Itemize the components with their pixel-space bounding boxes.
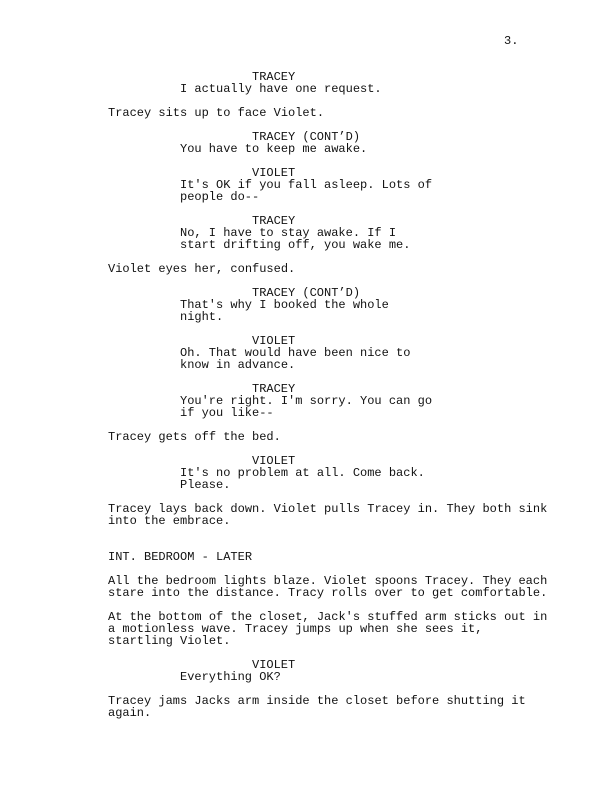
action-line: again.: [108, 706, 152, 720]
dialogue-line: Everything OK?: [180, 670, 281, 684]
action-line: Tracey gets off the bed.: [108, 430, 281, 444]
character-name: TRACEY: [252, 214, 296, 228]
character-name: TRACEY: [252, 382, 296, 396]
action-line: stare into the distance. Tracy rolls over to get comfortable.: [108, 586, 548, 600]
action-line: Tracey jams Jacks arm inside the closet before shutting it: [108, 694, 526, 708]
dialogue-line: It's no problem at all. Come back.: [180, 466, 425, 480]
page-number: 3.: [504, 34, 519, 48]
dialogue-line: know in advance.: [180, 358, 296, 372]
dialogue-line: Please.: [180, 478, 231, 492]
action-line: Violet eyes her, confused.: [108, 262, 296, 276]
character-name: TRACEY (CONT’D): [252, 286, 361, 300]
action-line: a motionless wave. Tracey jumps up when she sees it,: [108, 622, 483, 636]
dialogue-line: That's why I booked the whole: [180, 298, 389, 312]
action-line: startling Violet.: [108, 634, 231, 648]
dialogue-line: start drifting off, you wake me.: [180, 238, 411, 252]
dialogue-line: I actually have one request.: [180, 82, 382, 96]
dialogue-line: You have to keep me awake.: [180, 142, 368, 156]
character-name: TRACEY (CONT’D): [252, 130, 361, 144]
dialogue-line: people do--: [180, 190, 260, 204]
character-name: VIOLET: [252, 658, 296, 672]
character-name: VIOLET: [252, 454, 296, 468]
character-name: VIOLET: [252, 334, 296, 348]
character-name: TRACEY: [252, 70, 296, 84]
action-line: All the bedroom lights blaze. Violet spoons Tracey. They each: [108, 574, 548, 588]
action-line: Tracey lays back down. Violet pulls Tracey in. They both sink: [108, 502, 548, 516]
dialogue-line: Oh. That would have been nice to: [180, 346, 411, 360]
action-line: Tracey sits up to face Violet.: [108, 106, 325, 120]
action-line: At the bottom of the closet, Jack's stuffed arm sticks out in: [108, 610, 548, 624]
dialogue-line: night.: [180, 310, 224, 324]
dialogue-line: You're right. I'm sorry. You can go: [180, 394, 433, 408]
scene-heading: INT. BEDROOM - LATER: [108, 550, 253, 564]
dialogue-line: No, I have to stay awake. If I: [180, 226, 397, 240]
dialogue-line: It's OK if you fall asleep. Lots of: [180, 178, 433, 192]
character-name: VIOLET: [252, 166, 296, 180]
dialogue-line: if you like--: [180, 406, 274, 420]
action-line: into the embrace.: [108, 514, 231, 528]
